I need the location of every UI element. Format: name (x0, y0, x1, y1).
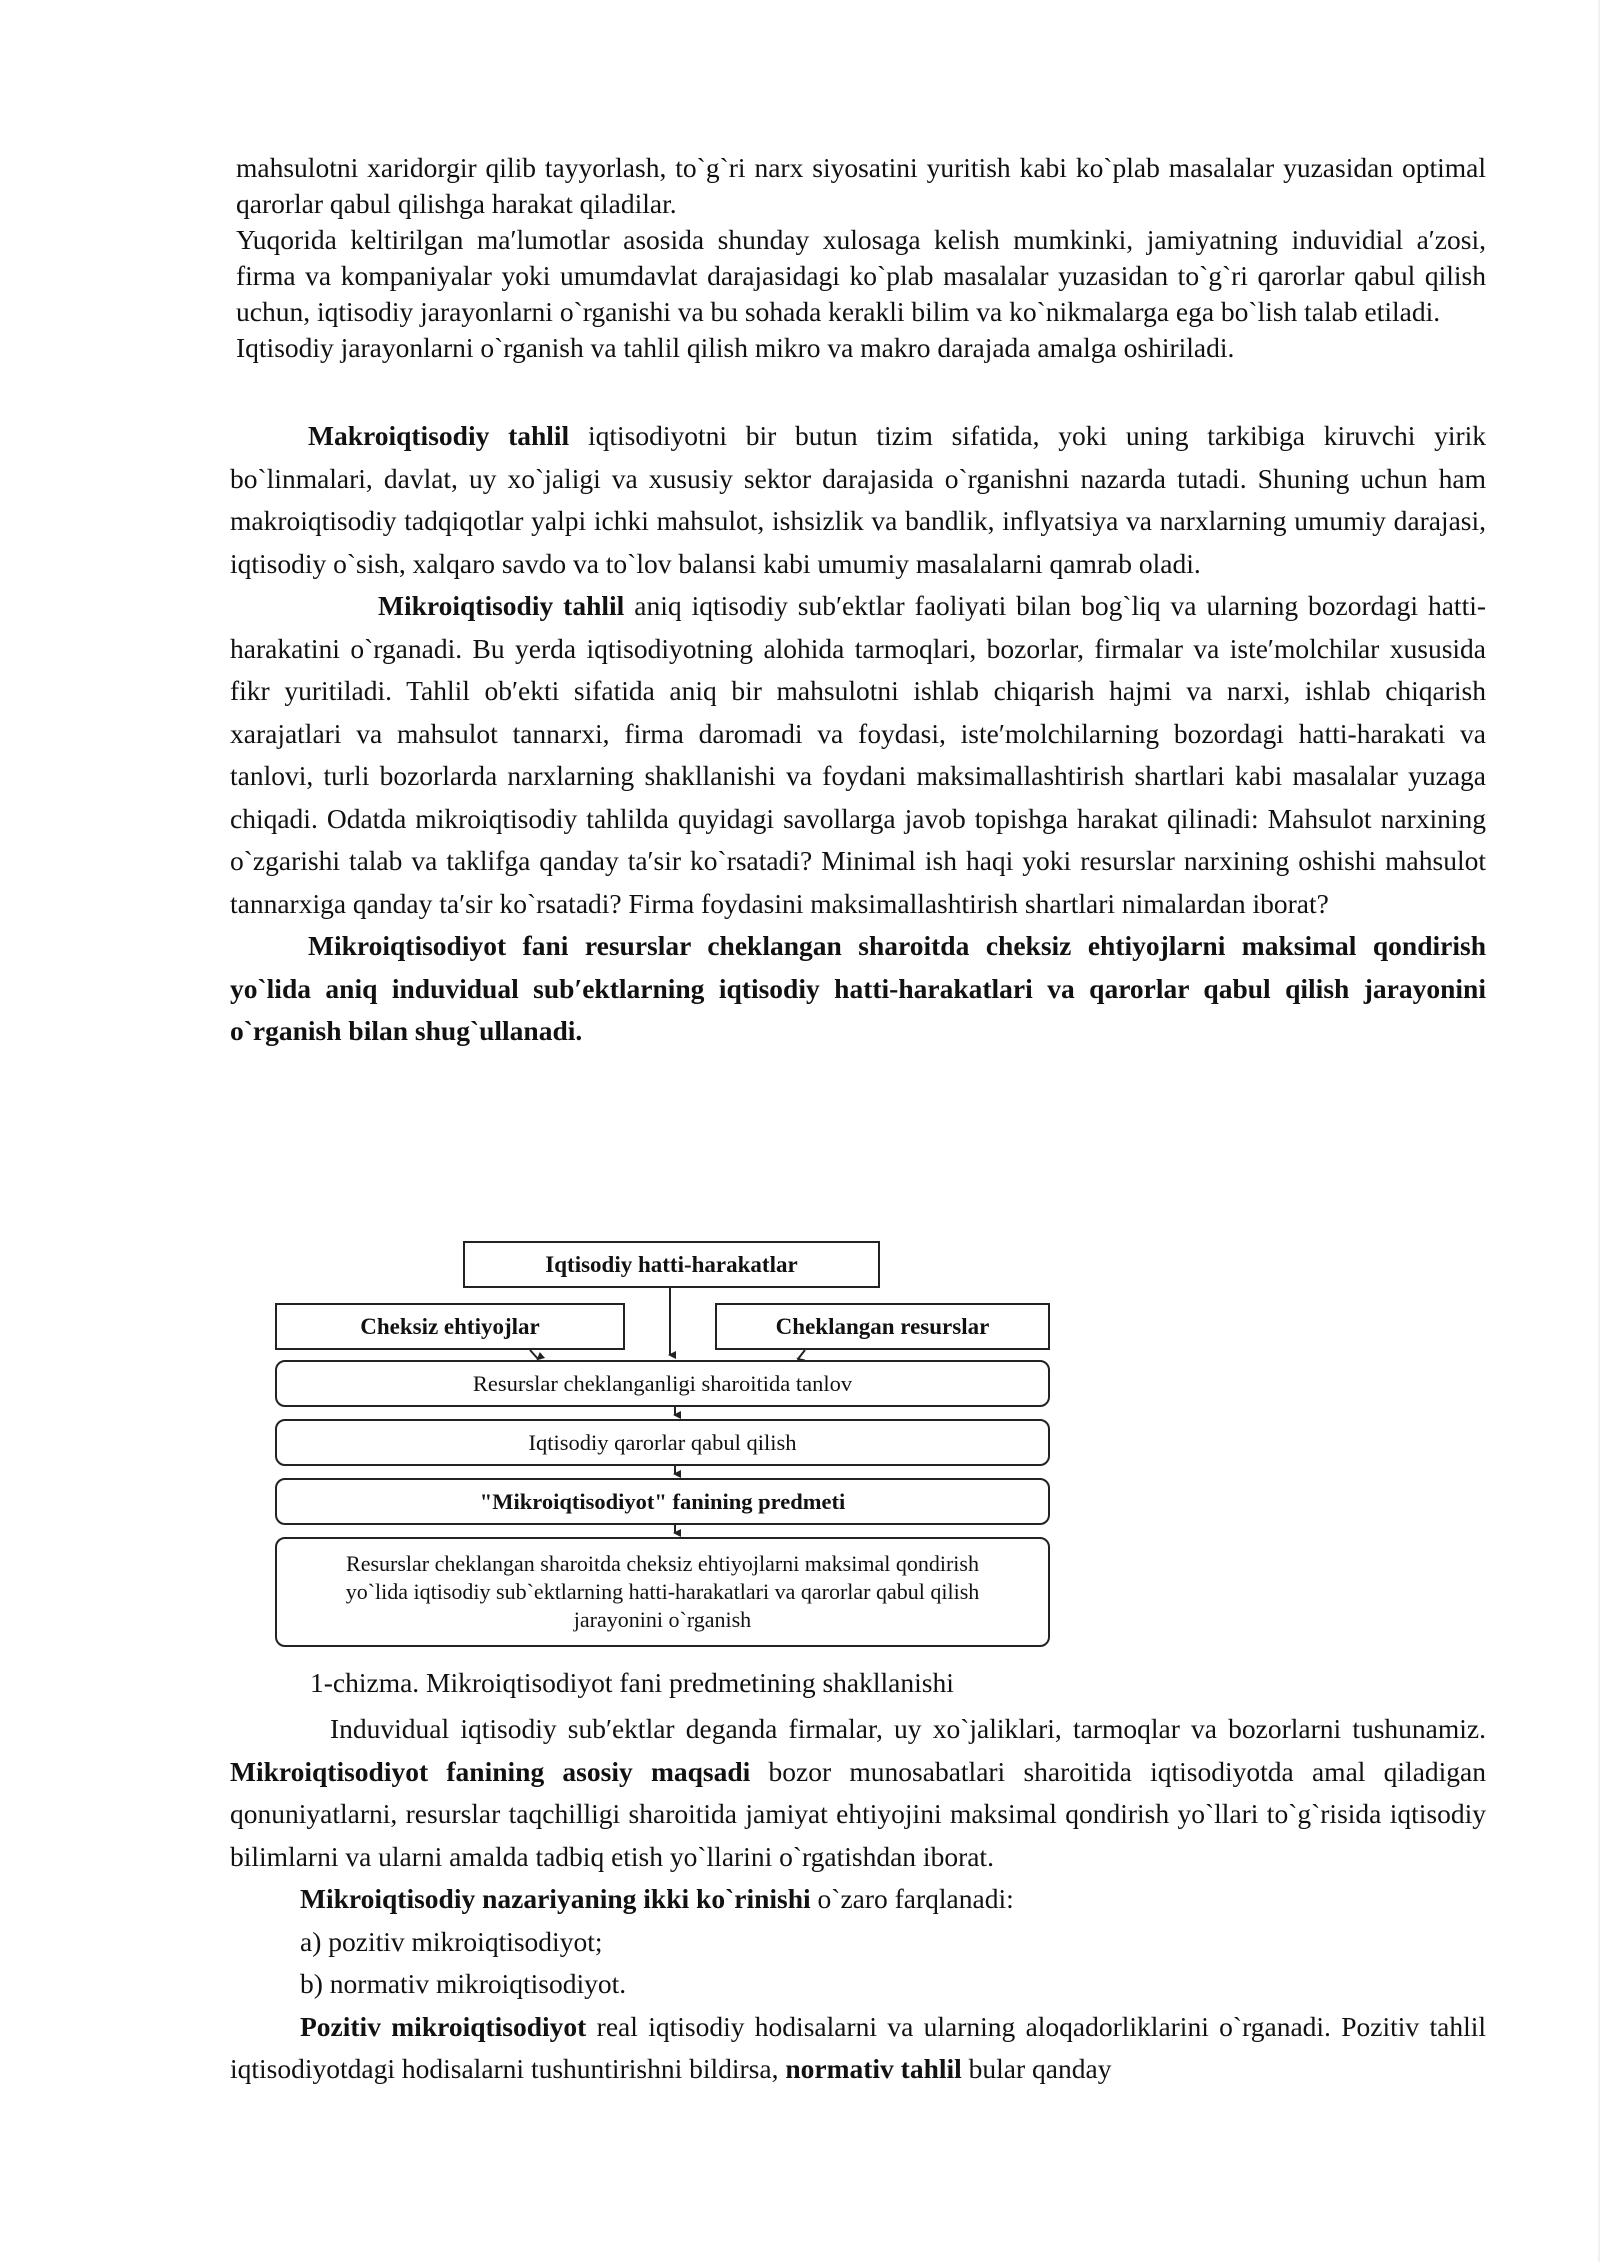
goal-text: bozor munosabatlari sharoitida iqtisodiyotda amal qiladigan qonuniyatlarni, resurslar taqchilligi sharoitida jamiyat ehtiyojini maksimal qondirish yo`llari to`g`risida iqtisodiy bilimlarni va ularni amalda tadbiq etish yo`llarini o`rgatishdan iborat. (230, 1755, 1486, 1872)
arrow-right-down (798, 1350, 805, 1359)
paragraph-definition: Mikroiqtisodiyot fani resurslar cheklangan sharoitda cheksiz ehtiyojlarni maksimal qondirish yo`lida aniq induvidual sub′ektlarning iqtisodiy hatti-harakatlari va qarorlar qabul qilish jarayonini o`rganish bilan shug`ullanadi. (230, 930, 1486, 1046)
paragraph-levels: Iqtisodiy jarayonlarni o`rganish va tahlil qilish mikro va makro darajada amalga oshiriladi. (236, 332, 1235, 363)
box-limited-resources: Cheklangan resurslar (715, 1303, 1050, 1350)
paragraph-individual (230, 1708, 1486, 1878)
macro-term: Makroiqtisodiy tahlil (308, 420, 570, 451)
macro-text: iqtisodiyotni bir butun tizim sifatida, yoki uning tarkibiga kiruvchi yirik bo`linmalari, davlat, uy xo`jaligi va xususiy sektor darajasida o`rganishni nazarda tutadi. Shuning uchun ham makroiqtisodiy tadqiqotlar yalpi ichki mahsulot, ishsizlik va bandlik, inflyatsiya va narxlarning umumiy darajasi, iqtisodiy o`sish, xalqaro savdo va to`lov balansi kabi umumiy masalalarni qamrab oladi. (230, 420, 1487, 579)
analysis-block (230, 415, 1486, 1053)
paragraph-intro-continued: mahsulotni xaridorgir qilib tayyorlash, to`g`ri narx siyosatini yuritish kabi ko`plab masalalar yuzasidan optimal qarorlar qabul qilishga harakat qiladilar. (236, 152, 1486, 219)
arrow-left-down (530, 1350, 538, 1359)
box-choice: Resurslar cheklanganligi sharoitida tanlov (275, 1360, 1050, 1407)
two-views-term: Mikroiqtisodiy nazariyaning ikki ko`rinishi (300, 1883, 811, 1914)
intro-block (236, 150, 1486, 366)
box-definition: Resurslar cheklangan sharoitda cheksiz ehtiyojlarni maksimal qondirish yo`lida iqtisodiy sub`ektlarning hatti-harakatlari va qarorlar qabul qilish jarayonini o`rganish (275, 1537, 1050, 1647)
list-item-a: a) pozitiv mikroiqtisodiyot; (300, 1925, 603, 1957)
goals-block (230, 1708, 1486, 2091)
micro-term: Mikroiqtisodiy tahlil (378, 590, 625, 621)
positive-text: real iqtisodiy hodisalarni va ularning aloqadorliklarini o`rganadi. Pozitiv tahlil iqtisodiyotdagi hodisalarni tushuntirishni bildirsa, (230, 2010, 1486, 2084)
positive-text-end: bular qanday (961, 2053, 1112, 2084)
paragraph-conclusion: Yuqorida keltirilgan ma′lumotlar asosida shunday xulosaga kelish mumkinki, jamiyatning induvidial a′zosi, firma va kompaniyalar yoki umumdavlat darajasidagi ko`plab masalalar yuzasidan to`g`ri qarorlar qabul qilish uchun, iqtisodiy jarayonlarni o`rganishi va bu sohada kerakli bilim va ko`nikmalarga ega bo`lish talab etiladi. (236, 224, 1486, 327)
positive-term: Pozitiv mikroiqtisodiyot (300, 2010, 587, 2042)
paragraph-macro (230, 415, 1486, 585)
figure-caption: 1-chizma. Mikroiqtisodiyot fani predmetining shakllanishi (310, 1667, 954, 1698)
list-item-b: b) normativ mikroiqtisodiyot. (300, 1968, 627, 1999)
box-economic-behaviour: Iqtisodiy hatti-harakatlar (463, 1241, 880, 1288)
paragraph-positive (230, 2006, 1486, 2091)
box-decisions: Iqtisodiy qarorlar qabul qilish (275, 1419, 1050, 1466)
two-views-text: o`zaro farqlanadi: (810, 1883, 1014, 1914)
box-unlimited-needs: Cheksiz ehtiyojlar (275, 1303, 625, 1350)
flow-diagram (270, 1235, 1050, 1655)
individual-lead: Induvidual iqtisodiy sub′ektlar deganda firmalar, uy xo`jaliklari, tarmoqlar va bozorlarni tushunamiz. (330, 1713, 1486, 1744)
box-subject: "Mikroiqtisodiyot" fanining predmeti (275, 1478, 1050, 1525)
paragraph-two-views (230, 1878, 1486, 1921)
goal-term: Mikroiqtisodiyot fanining asosiy maqsadi (230, 1755, 751, 1787)
micro-text: aniq iqtisodiy sub′ektlar faoliyati bilan bog`liq va ularning bozordagi hatti-harakatini o`rganadi. Bu yerda iqtisodiyotning alohida tarmoqlari, bozorlar, firmalar va iste′molchilar xususida fikr yuritiladi. Tahlil ob′ekti sifatida aniq bir mahsulotni ishlab chiqarish hajmi va narxi, ishlab chiqarish xarajatlari va mahsulot tannarxi, firma daromadi va foydasi, iste′molchilarning bozordagi hatti-harakati va tanlovi, turli bozorlarda narxlarning shakllanishi va foydani maksimallashtirish shartlari kabi masalalar yuzaga chiqadi. Odatda mikroiqtisodiy tahlilda quyidagi savollarga javob topishga harakat qilinadi: Mahsulot narxining o`zgarishi talab va taklifga qanday ta′sir ko`rsatadi? Minimal ish haqi yoki resurslar narxining oshishi mahsulot tannarxiga qanday ta′sir ko`rsatadi? Firma foydasini maksimallashtirish shartlari nimalardan iborat? (230, 590, 1487, 919)
normative-term: normativ tahlil (785, 2053, 962, 2084)
paragraph-micro (230, 585, 1486, 925)
